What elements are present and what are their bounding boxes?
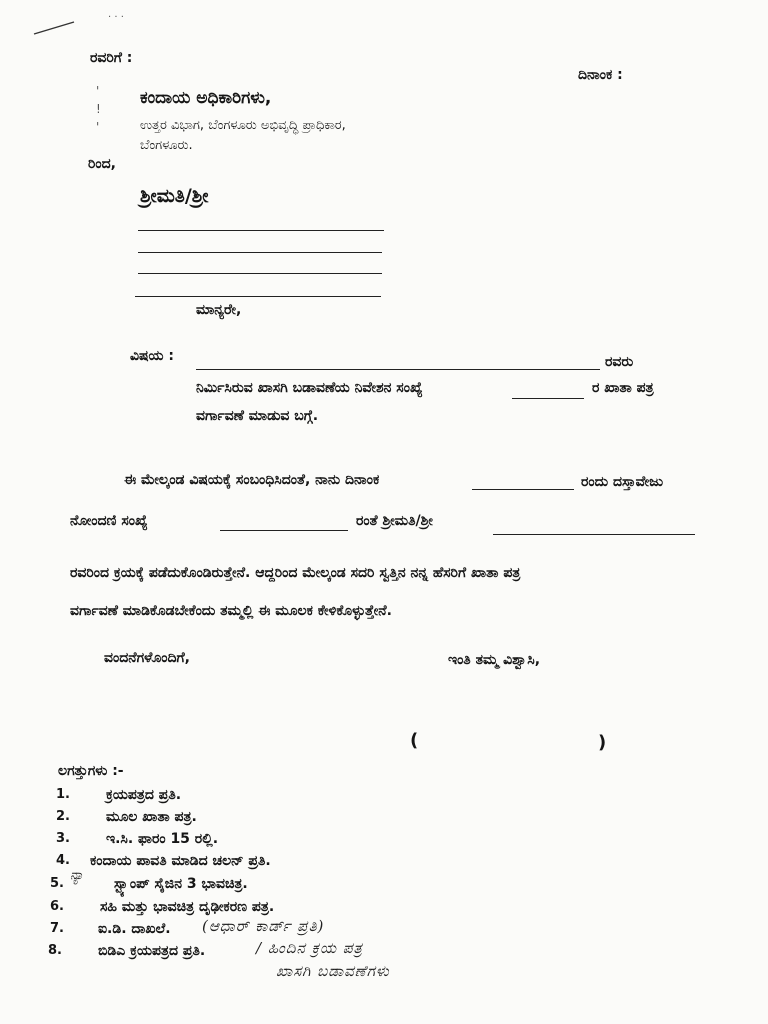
signature-paren-open: ( bbox=[410, 730, 419, 751]
subject-line2-b: ರ ಖಾತಾ ಪತ್ರ bbox=[592, 380, 654, 396]
body-p2-a: ನೋಂದಣಿ ಸಂಖ್ಯೆ bbox=[70, 513, 148, 529]
body-p2-blank-2 bbox=[493, 534, 695, 535]
sender-line-2 bbox=[138, 252, 382, 253]
body-p2-b: ರಂತೆ ಶ್ರೀಮತಿ/ಶ್ರೀ bbox=[356, 513, 433, 529]
margin-dots-2: ' ! ' bbox=[96, 84, 101, 134]
attachment-hand-note-8b: ಖಾಸಗಿ ಬಡಾವಣೆಗಳು bbox=[276, 962, 390, 980]
attachment-text-1: ಕ್ರಯಪತ್ರದ ಪ್ರತಿ. bbox=[106, 787, 182, 803]
subject-line2-a: ನಿರ್ಮಿಸಿರುವ ಖಾಸಗಿ ಬಡಾವಣೆಯ ನಿವೇಶನ ಸಂಖ್ಯೆ bbox=[196, 380, 423, 396]
body-p4: ವರ್ಗಾವಣೆ ಮಾಡಿಕೊಡಬೇಕೆಂದು ತಮ್ಮಲ್ಲಿ ಈ ಮೂಲಕ ಕೇಳಿಕೊಳ್ಳುತ್ತೇನೆ. bbox=[70, 603, 392, 619]
office-line-2: ಬೆಂಗಳೂರು. bbox=[140, 138, 193, 153]
sender-line-1 bbox=[138, 230, 384, 231]
attachment-text-8: ಬಿಡಿಎ ಕ್ರಯಪತ್ರದ ಪ್ರತಿ. bbox=[98, 943, 206, 959]
sender-line-4 bbox=[135, 296, 381, 297]
closing-right: ಇಂತಿ ತಮ್ಮ ವಿಶ್ವಾಸಿ, bbox=[448, 652, 541, 668]
attachment-num-6: 6. bbox=[50, 899, 64, 914]
attachment-hand-prefix-5: ನ್ಯಾ bbox=[70, 868, 85, 883]
body-p1-b: ರಂದು ದಸ್ತಾವೇಜು bbox=[581, 474, 664, 490]
attachment-num-8: 8. bbox=[48, 943, 62, 958]
attachment-text-2: ಮೂಲ ಖಾತಾ ಪತ್ರ. bbox=[106, 809, 197, 825]
date-label: ದಿನಾಂಕ : bbox=[578, 67, 623, 83]
attachment-num-2: 2. bbox=[56, 809, 70, 824]
attachment-text-4: ಕಂದಾಯ ಪಾವತಿ ಮಾಡಿದ ಚಲನ್ ಪ್ರತಿ. bbox=[90, 853, 271, 869]
attachment-hand-note-8: / ಹಿಂದಿನ ಕ್ರಯ ಪತ್ರ bbox=[256, 939, 363, 957]
to-label: ರವರಿಗೆ : bbox=[90, 50, 133, 66]
margin-pen-stroke bbox=[30, 18, 80, 38]
signature-paren-close: ) bbox=[598, 732, 607, 753]
subject-blank-1 bbox=[196, 369, 600, 370]
body-p3: ರವರಿಂದ ಕ್ರಯಕ್ಕೆ ಪಡೆದುಕೊಂಡಿರುತ್ತೇನೆ. ಆದ್ದರಿಂದ ಮೇಲ್ಕಂಡ ಸದರಿ ಸ್ವತ್ತಿನ ನನ್ನ ಹೆಸರಿಗೆ ಖಾತಾ ಪತ್ರ bbox=[70, 565, 521, 581]
sender-line-3 bbox=[138, 273, 382, 274]
body-p1-blank bbox=[472, 489, 574, 490]
attachment-text-6: ಸಹಿ ಮತ್ತು ಭಾವಚಿತ್ರ ದೃಢೀಕರಣ ಪತ್ರ. bbox=[100, 899, 275, 915]
subject-line3: ವರ್ಗಾವಣೆ ಮಾಡುವ ಬಗ್ಗೆ. bbox=[196, 408, 319, 424]
from-label: ರಿಂದ, bbox=[88, 156, 116, 172]
attachment-num-1: 1. bbox=[56, 787, 70, 802]
attachment-num-7: 7. bbox=[50, 921, 64, 936]
attachment-text-5: ಸ್ಟ್ಯಾಂಪ್ ಸೈಜಿನ 3 ಭಾವಚಿತ್ರ. bbox=[114, 876, 248, 892]
attachment-text-7: ಐ.ಡಿ. ದಾಖಲೆ. bbox=[98, 921, 171, 937]
office-line-1: ಉತ್ತರ ವಿಭಾಗ, ಬೆಂಗಳೂರು ಅಭಿವೃದ್ಧಿ ಪ್ರಾಧಿಕಾರ, bbox=[140, 118, 346, 133]
attachment-hand-note-7: (ಆಧಾರ್ ಕಾರ್ಡ್ ಪ್ರತಿ) bbox=[202, 917, 325, 935]
office-title: ಕಂದಾಯ ಅಧಿಕಾರಿಗಳು, bbox=[140, 88, 272, 108]
salutation: ಮಾನ್ಯರೇ, bbox=[196, 302, 242, 318]
attachments-title: ಲಗತ್ತುಗಳು :- bbox=[58, 763, 124, 779]
attachment-num-5: 5. bbox=[50, 876, 64, 891]
sender-title: ಶ್ರೀಮತಿ/ಶ್ರೀ bbox=[140, 185, 209, 207]
closing-left: ವಂದನೆಗಳೊಂದಿಗೆ, bbox=[104, 650, 190, 666]
attachment-text-3: ಇ.ಸಿ. ಫಾರಂ 15 ರಲ್ಲಿ. bbox=[106, 831, 219, 847]
subject-line1-end: ರವರು bbox=[605, 354, 634, 370]
margin-dots: · · · bbox=[108, 12, 124, 23]
attachment-num-3: 3. bbox=[56, 831, 70, 846]
subject-label: ವಿಷಯ : bbox=[130, 348, 175, 364]
body-p1-a: ಈ ಮೇಲ್ಕಂಡ ವಿಷಯಕ್ಕೆ ಸಂಬಂಧಿಸಿದಂತೆ, ನಾನು ದಿನಾಂಕ bbox=[124, 472, 380, 488]
attachment-num-4: 4. bbox=[56, 853, 70, 868]
body-p2-blank-1 bbox=[220, 530, 348, 531]
subject-blank-2 bbox=[512, 398, 584, 399]
